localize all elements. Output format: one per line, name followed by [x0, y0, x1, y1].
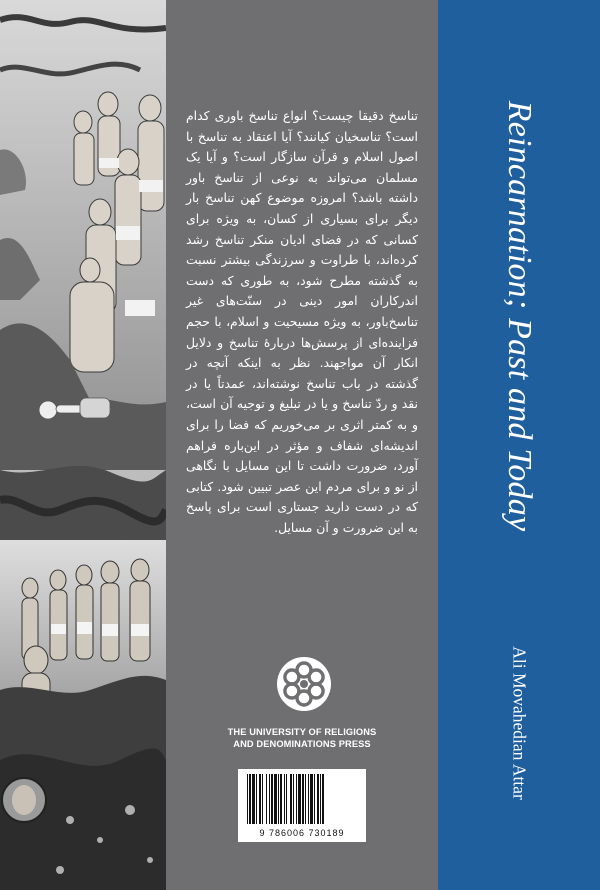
- barcode-bar: [296, 774, 297, 824]
- book-title: Reincarnation; Past and Today: [501, 100, 538, 532]
- barcode-bar: [259, 774, 261, 824]
- barcode-bar: [256, 774, 257, 824]
- barcode-bar: [271, 774, 273, 824]
- barcode-bar: [274, 774, 277, 824]
- publisher-line-2: AND DENOMINATIONS PRESS: [233, 739, 371, 749]
- publisher-name: [186, 726, 418, 750]
- barcode-bar: [308, 774, 309, 824]
- barcode-bar: [322, 774, 324, 824]
- barcode-bar: [249, 774, 251, 824]
- barcode-bar: [247, 774, 248, 824]
- barcode-bar: [305, 774, 306, 824]
- barcode-bar: [320, 774, 321, 824]
- book-author: Ali Movahedian Attar: [509, 646, 530, 800]
- barcode-bar: [269, 774, 270, 824]
- barcode: [238, 769, 366, 842]
- cover-illustration: [0, 0, 166, 890]
- barcode-bar: [314, 774, 315, 824]
- blurb-text: تناسخ دقیقا چیست؟ انواع تناسخ باوری کدام است؟ تناسخیان کیانند؟ آیا اعتقاد به تناسخ با اصول اسلام و قرآن سازگار است؟ و آیا یک مسلمان می‌تواند به نوعی از تناسخ باور داشته باشد؟ امروزه موضوع کهن تناسخ بار دیگر برای بسیاری از کسان، به ویژه برای کسانی که در فضای ادیان منکر تناسخ رشد کرده‌اند، با طراوت و سرزندگی بیشتر نسبت به گذشته مطرح شود، به طوری که دست اندرکاران امور دینی در سنّت‌های غیر تناسخ‌باور، به ویژه مسیحیت و اسلام، با حجم فزاینده‌ای از پرسش‌ها دربارهٔ تناسخ و دلایل انکار آن مواجهند. نظر به اینکه آنچه در گذشته در باب تناسخ نوشته‌اند، عمدتاً یا در نقد و ردّ تناسخ و یا در تبلیغ و توجیه آن است، و به کمتر اثری بر می‌خوریم که فضا را برای اندیشه‌ای شفاف و مؤثر در این‌باره فراهم آورد، ضرورت داشت تا این مسایل با نگاهی از نو و برای مردم این عصر تبیین شود. کتابی که در دست دارید جستاری است برای پاسخ به این ضرورت و آن مسایل.: [186, 108, 418, 535]
- publisher-logo-icon: [275, 655, 333, 713]
- barcode-bar: [290, 774, 292, 824]
- barcode-bar: [266, 774, 267, 824]
- barcode-bar: [298, 774, 301, 824]
- barcode-bar: [310, 774, 313, 824]
- barcode-bar: [262, 774, 263, 824]
- barcode-bar: [278, 774, 279, 824]
- back-cover-panel: [166, 0, 438, 890]
- barcode-icon: [243, 774, 361, 824]
- illustration-graphic: [0, 0, 166, 890]
- barcode-bar: [293, 774, 294, 824]
- barcode-bar: [302, 774, 304, 824]
- barcode-bar: [252, 774, 255, 824]
- barcode-bar: [280, 774, 282, 824]
- barcode-bar: [286, 774, 287, 824]
- barcode-bar: [284, 774, 285, 824]
- publisher-line-1: THE UNIVERSITY OF RELIGIONS: [227, 727, 377, 737]
- title-panel: [438, 0, 600, 890]
- isbn-number: 9 786006 730189: [259, 828, 345, 838]
- barcode-bar: [317, 774, 319, 824]
